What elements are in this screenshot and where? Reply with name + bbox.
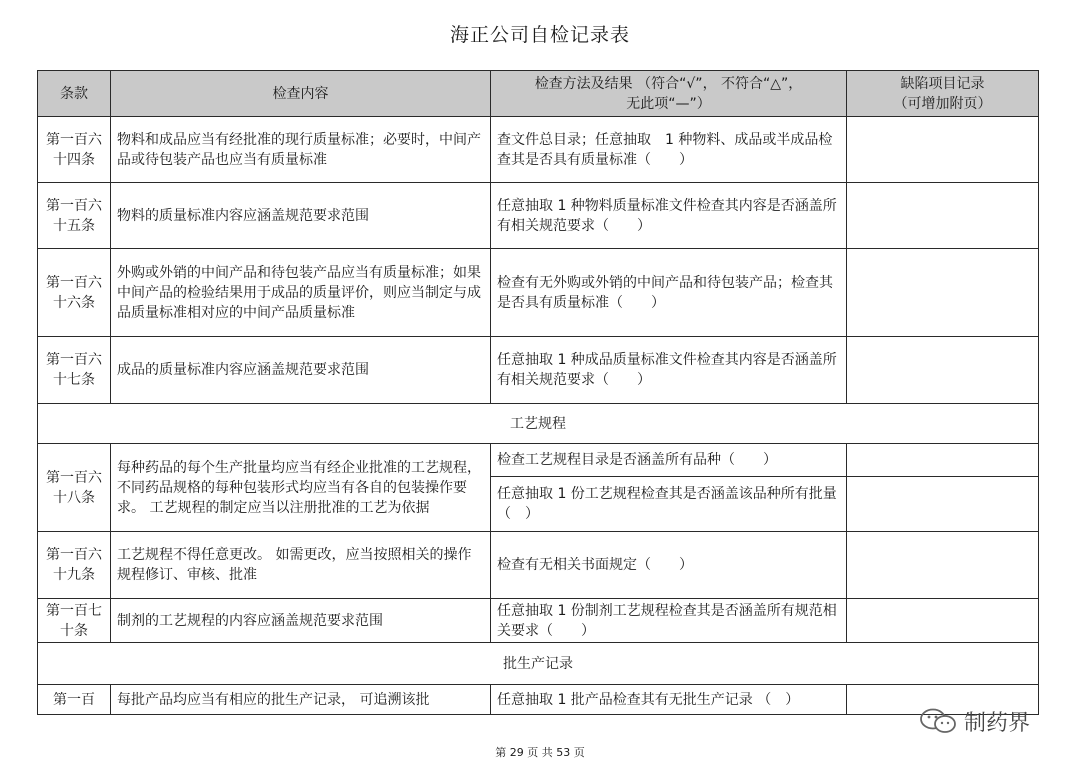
clause-cell: 第一百七十条 bbox=[38, 599, 111, 643]
content-cell: 每种药品的每个生产批量均应当有经企业批准的工艺规程，不同药品规格的每种包装形式均应当有各自的包装操作要求。 工艺规程的制定应当以注册批准的工艺为依据 bbox=[111, 444, 491, 532]
table-row bbox=[38, 685, 1039, 715]
defect-cell[interactable] bbox=[847, 599, 1039, 643]
table-row bbox=[38, 532, 1039, 599]
section-row bbox=[38, 643, 1039, 685]
table-row bbox=[38, 117, 1039, 183]
content-cell: 每批产品均应当有相应的批生产记录， 可追溯该批 bbox=[111, 685, 491, 715]
watermark-text: 制药界 bbox=[964, 710, 1031, 736]
content-cell: 物料的质量标准内容应涵盖规范要求范围 bbox=[111, 183, 491, 249]
clause-cell: 第一百六十九条 bbox=[38, 532, 111, 599]
header-method-line1: 检查方法及结果 （符合“√”， 不符合“△”， bbox=[534, 75, 803, 92]
defect-cell[interactable] bbox=[847, 337, 1039, 404]
table-row bbox=[38, 599, 1039, 643]
table-row bbox=[38, 444, 1039, 477]
defect-cell[interactable] bbox=[847, 477, 1039, 532]
page-footer: 第 29 页 共 53 页 bbox=[495, 746, 585, 759]
inspection-table bbox=[37, 70, 1039, 715]
section-heading: 批生产记录 bbox=[38, 643, 1039, 685]
method-cell: 检查工艺规程目录是否涵盖所有品种（ ） bbox=[491, 444, 847, 477]
table-row bbox=[38, 183, 1039, 249]
method-cell: 任意抽取 1 种成品质量标准文件检查其内容是否涵盖所有相关规范要求（ ） bbox=[491, 337, 847, 404]
method-cell: 任意抽取 1 批产品检查其有无批生产记录 （ ） bbox=[491, 685, 847, 715]
method-cell: 任意抽取 1 种物料质量标准文件检查其内容是否涵盖所有相关规范要求（ ） bbox=[491, 183, 847, 249]
defect-cell[interactable] bbox=[847, 444, 1039, 477]
header-method bbox=[491, 71, 847, 117]
clause-cell: 第一百 bbox=[38, 685, 111, 715]
content-cell: 工艺规程不得任意更改。 如需更改，应当按照相关的操作规程修订、审核、批准 bbox=[111, 532, 491, 599]
watermark bbox=[918, 704, 1068, 738]
content-cell: 成品的质量标准内容应涵盖规范要求范围 bbox=[111, 337, 491, 404]
table-row bbox=[38, 337, 1039, 404]
header-content: 检查内容 bbox=[111, 71, 491, 117]
content-cell: 物料和成品应当有经批准的现行质量标准；必要时，中间产品或待包装产品也应当有质量标准 bbox=[111, 117, 491, 183]
wechat-icon bbox=[918, 707, 958, 735]
clause-cell: 第一百六十七条 bbox=[38, 337, 111, 404]
header-defect-line1: 缺陷项目记录 bbox=[900, 75, 985, 92]
defect-cell[interactable] bbox=[847, 183, 1039, 249]
header-method-line2: 无此项“—”） bbox=[626, 95, 711, 112]
clause-cell: 第一百六十八条 bbox=[38, 444, 111, 532]
section-heading: 工艺规程 bbox=[38, 404, 1039, 444]
clause-cell: 第一百六十五条 bbox=[38, 183, 111, 249]
method-cell: 检查有无外购或外销的中间产品和待包装产品；检查其是否具有质量标准（ ） bbox=[491, 249, 847, 337]
header-defect-line2: （可增加附页） bbox=[893, 95, 992, 112]
clause-cell: 第一百六十六条 bbox=[38, 249, 111, 337]
header-defect bbox=[847, 71, 1039, 117]
defect-cell[interactable] bbox=[847, 532, 1039, 599]
method-cell: 任意抽取 1 份工艺规程检查其是否涵盖该品种所有批量（ ） bbox=[491, 477, 847, 532]
content-cell: 制剂的工艺规程的内容应涵盖规范要求范围 bbox=[111, 599, 491, 643]
method-cell: 任意抽取 1 份制剂工艺规程检查其是否涵盖所有规范相关要求（ ） bbox=[491, 599, 847, 643]
table-row bbox=[38, 249, 1039, 337]
header-clause: 条款 bbox=[38, 71, 111, 117]
content-cell: 外购或外销的中间产品和待包装产品应当有质量标准；如果中间产品的检验结果用于成品的质量评价，则应当制定与成品质量标准相对应的中间产品质量标准 bbox=[111, 249, 491, 337]
method-cell: 查文件总目录；任意抽取 1 种物料、成品或半成品检查其是否具有质量标准（ ） bbox=[491, 117, 847, 183]
defect-cell[interactable] bbox=[847, 117, 1039, 183]
method-cell: 检查有无相关书面规定（ ） bbox=[491, 532, 847, 599]
header-row bbox=[38, 71, 1039, 117]
clause-cell: 第一百六十四条 bbox=[38, 117, 111, 183]
defect-cell[interactable] bbox=[847, 249, 1039, 337]
section-row bbox=[38, 404, 1039, 444]
document-title: 海正公司自检记录表 bbox=[449, 24, 630, 46]
